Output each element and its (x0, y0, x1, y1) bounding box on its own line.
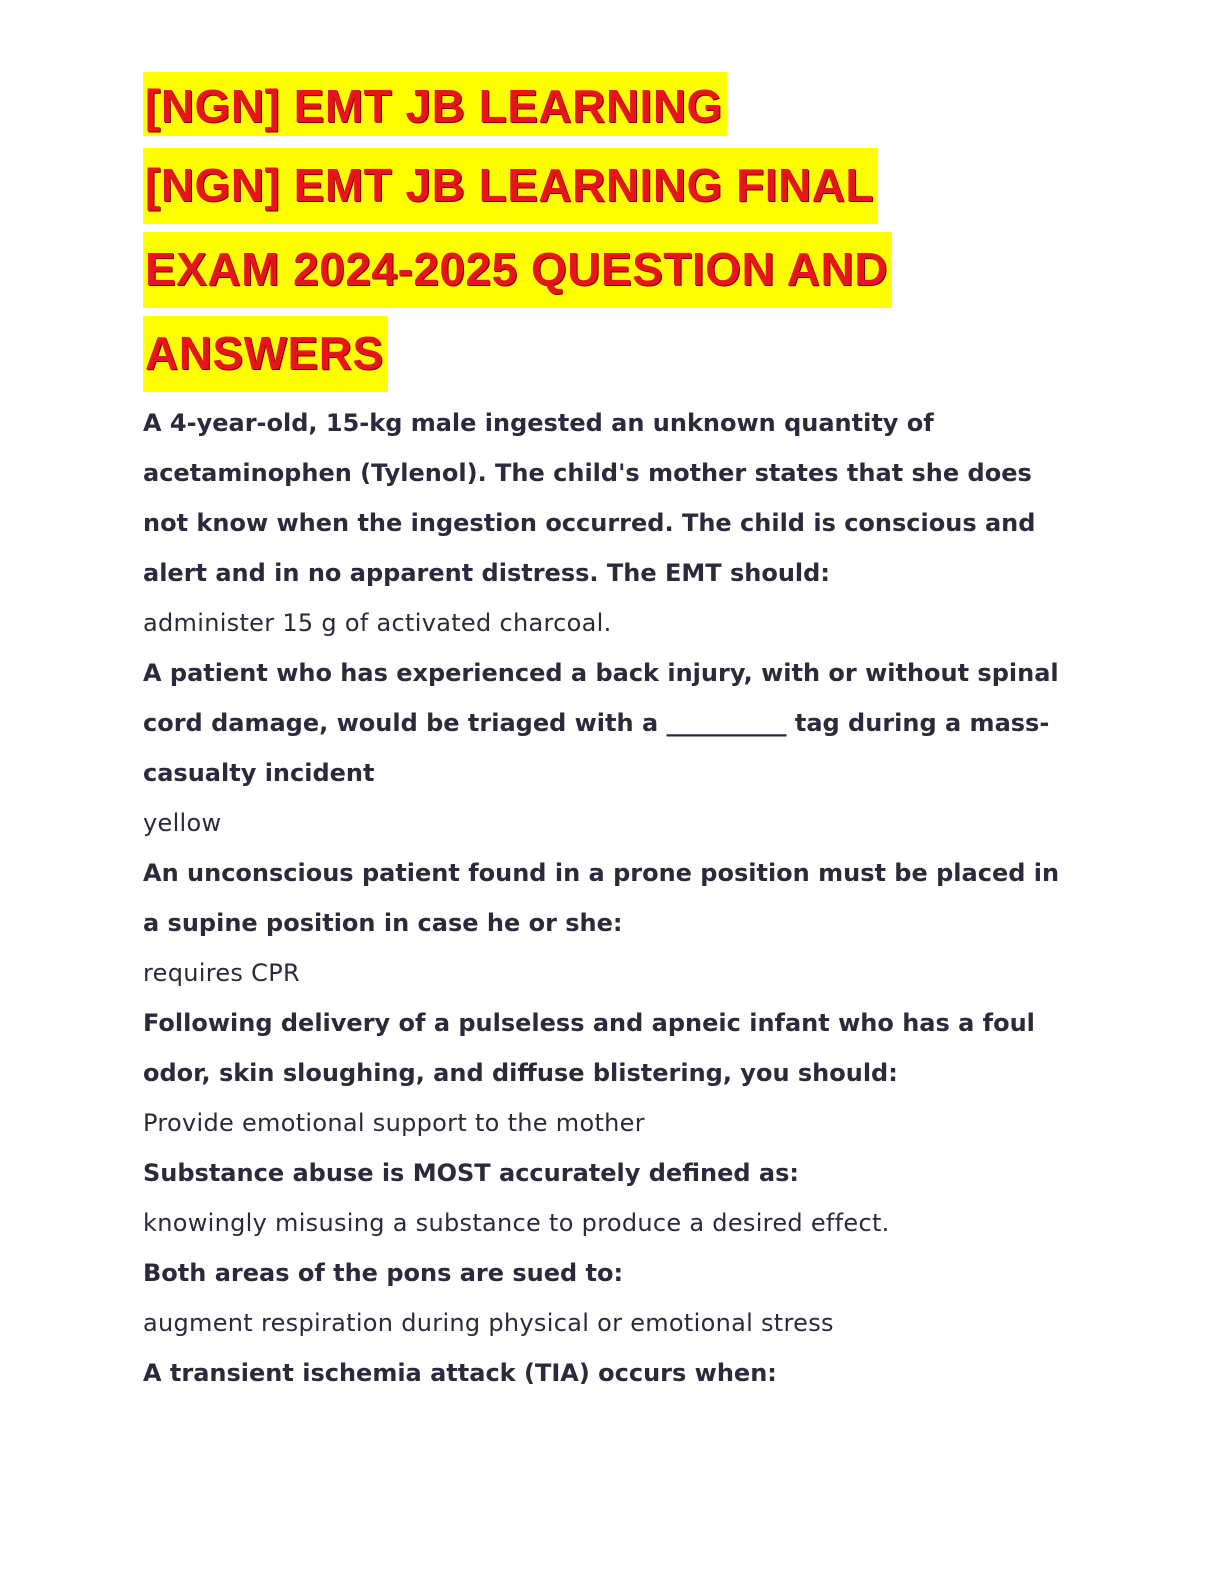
document-page (143, 72, 1083, 1398)
document-title (143, 72, 1083, 392)
answer-6: augment respiration during physical or emotional stress (143, 1309, 834, 1337)
question-3: An unconscious patient found in a prone position must be placed in a supine position in case he or she: (143, 859, 1060, 937)
question-7: A transient ischemia attack (TIA) occurs when: (143, 1359, 777, 1387)
title-line-2: [NGN] EMT JB LEARNING FINAL (143, 148, 878, 224)
answer-4: Provide emotional support to the mother (143, 1109, 645, 1137)
answer-3: requires CPR (143, 959, 300, 987)
question-2: A patient who has experienced a back injury, with or without spinal cord damage, would be triaged with a __________ tag during a mass-casualty incident (143, 659, 1059, 787)
title-line-1: [NGN] EMT JB LEARNING (143, 72, 727, 136)
question-5: Substance abuse is MOST accurately defined as: (143, 1159, 799, 1187)
title-line-3: EXAM 2024-2025 QUESTION AND (143, 232, 892, 308)
title-line-4: ANSWERS (143, 316, 388, 392)
question-4: Following delivery of a pulseless and apneic infant who has a foul odor, skin sloughing, and diffuse blistering, you should: (143, 1009, 1035, 1087)
question-6: Both areas of the pons are sued to: (143, 1259, 624, 1287)
answer-5: knowingly misusing a substance to produce a desired effect. (143, 1209, 890, 1237)
question-1: A 4-year-old, 15-kg male ingested an unknown quantity of acetaminophen (Tylenol). The child's mother states that she does not know when the ingestion occurred. The child is conscious and alert and in no apparent distress. The EMT should: (143, 409, 1036, 587)
answer-1: administer 15 g of activated charcoal. (143, 609, 612, 637)
answer-2: yellow (143, 809, 222, 837)
qa-list (143, 398, 1083, 1398)
